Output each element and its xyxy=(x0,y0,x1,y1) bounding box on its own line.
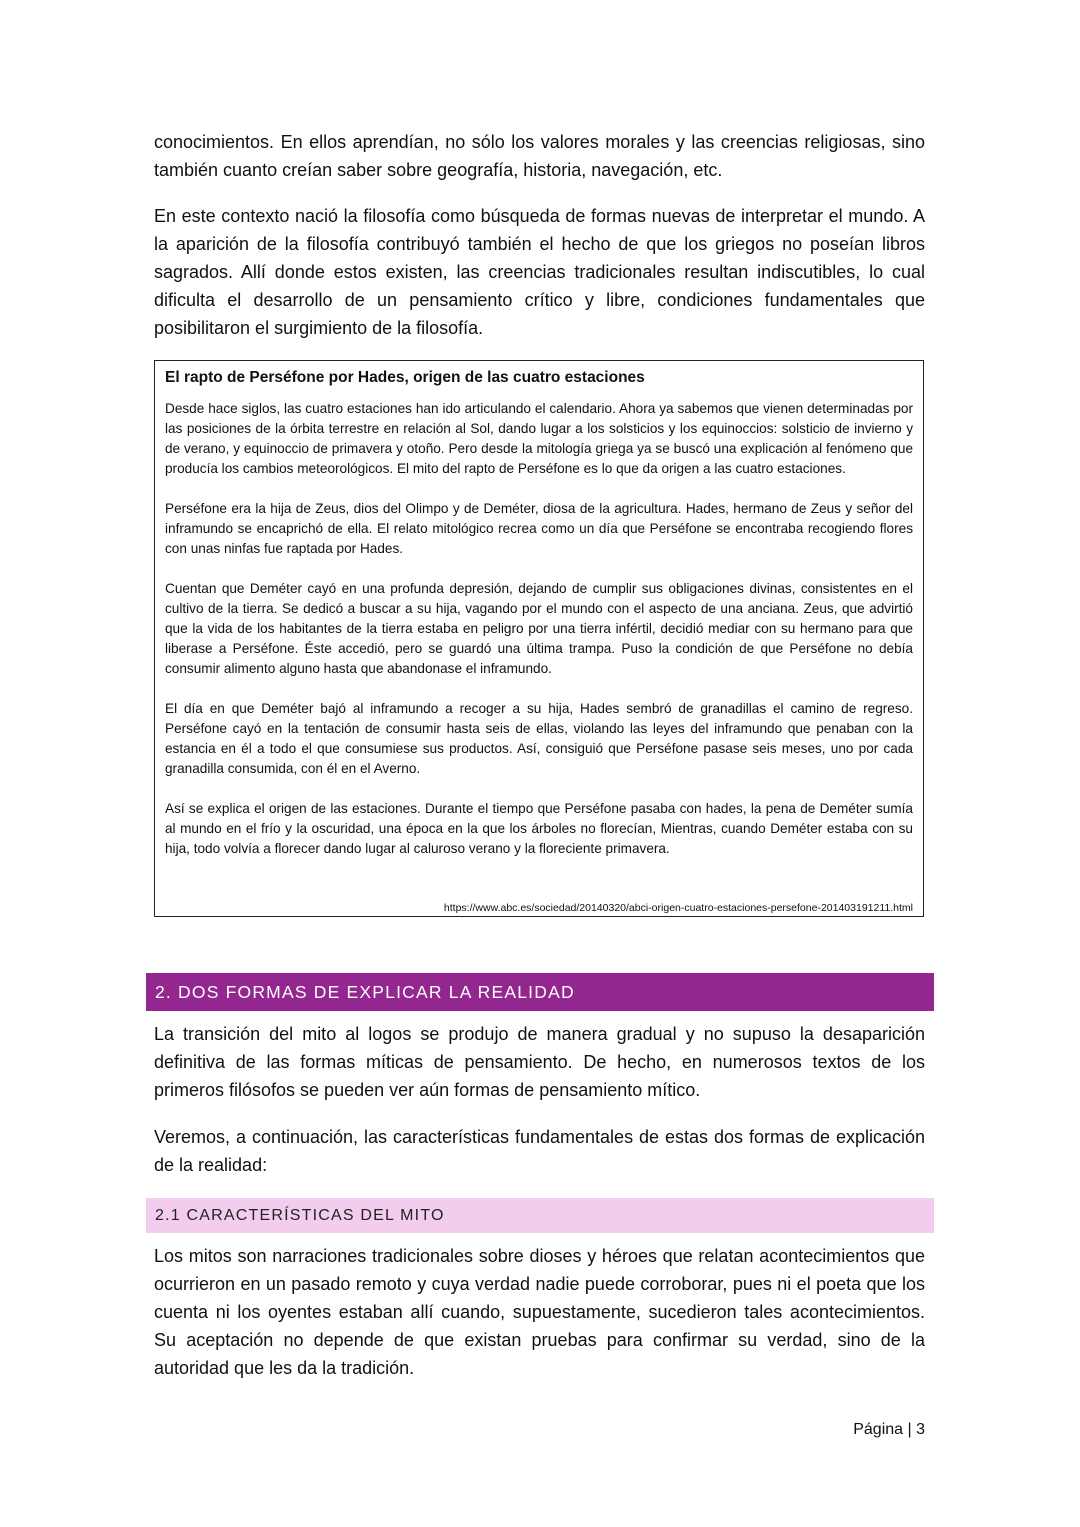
section-2-paragraph-2: Veremos, a continuación, las características fundamentales de estas dos formas de explicación de la realidad: xyxy=(154,1127,925,1175)
textbox-paragraph-4: El día en que Deméter bajó al inframundo a recoger a su hija, Hades sembró de granadillas el camino de regreso. Perséfone cayó en la tentación de consumir hasta seis de ellas, violando las leyes del inframundo que penaban con la estancia en él a todo el que consumiese sus productos. Así, consiguió que Perséfone pasase seis meses, uno por cada granadilla consumida, con él en el Averno. xyxy=(165,701,913,776)
intro-paragraph-2: En este contexto nació la filosofía como búsqueda de formas nuevas de interpretar el mundo. A la aparición de la filosofía contribuyó también el hecho de que los griegos no poseían libros sagrados. Allí donde estos existen, las creencias tradicionales resultan indiscutibles, lo cual dificulta el desarrollo de un pensamiento crítico y libre, condiciones fundamentales que posibilitaron el surgimiento de la filosofía. xyxy=(154,206,925,338)
textbox-source-link[interactable]: https://www.abc.es/sociedad/20140320/abci-origen-cuatro-estaciones-persefone-201403191211.html xyxy=(443,902,913,914)
textbox-paragraph-1: Desde hace siglos, las cuatro estaciones han ido articulando el calendario. Ahora ya sabemos que vienen determinadas por las posiciones de la órbita terrestre en relación al Sol, dando lugar a los solsticios y los equinoccios: solsticio de invierno y de verano, y equinoccio de primavera y otoño. Pero desde la mitología griega ya se buscó una explicación al fenómeno que producía los cambios meteorológicos. El mito del rapto de Perséfone es lo que da origen a las cuatro estaciones. xyxy=(165,401,913,476)
myth-textbox xyxy=(154,360,924,917)
section-2-heading: 2. DOS FORMAS DE EXPLICAR LA REALIDAD xyxy=(146,973,934,1011)
section-2-1-paragraph-1: Los mitos son narraciones tradicionales sobre dioses y héroes que relatan acontecimientos que ocurrieron en un pasado remoto y cuya verdad nadie puede corroborar, pues ni el poeta que los cuenta ni los oyentes estaban allí cuando, supuestamente, sucedieron tales acontecimientos. Su aceptación no depende de que existan pruebas para confirmar su verdad, sino de la autoridad que les da la tradición. xyxy=(154,1246,925,1378)
section-2-1-heading: 2.1 CARACTERÍSTICAS DEL MITO xyxy=(146,1198,934,1233)
page-number: Página | 3 xyxy=(853,1421,925,1438)
section-2-paragraph-1: La transición del mito al logos se produjo de manera gradual y no supuso la desaparición definitiva de las formas míticas de pensamiento. De hecho, en numerosos textos de los primeros filósofos se pueden ver aún formas de pensamiento mítico. xyxy=(154,1024,925,1100)
textbox-paragraph-5: Así se explica el origen de las estaciones. Durante el tiempo que Perséfone pasaba con hades, la pena de Deméter sumía al mundo en el frío y la oscuridad, una época en la que los árboles no florecían, Mientras, cuando Deméter estaba con su hija, todo volvía a florecer dando lugar al caluroso verano y la floreciente primavera. xyxy=(165,801,913,856)
textbox-title: El rapto de Perséfone por Hades, origen de las cuatro estaciones xyxy=(165,369,645,386)
intro-paragraph-1: conocimientos. En ellos aprendían, no sólo los valores morales y las creencias religiosas, sino también cuanto creían saber sobre geografía, historia, navegación, etc. xyxy=(154,132,925,180)
textbox-paragraph-3: Cuentan que Deméter cayó en una profunda depresión, dejando de cumplir sus obligaciones divinas, consistentes en el cultivo de la tierra. Se dedicó a buscar a su hija, vagando por el mundo con el aspecto de una anciana. Zeus, que advirtió que la vida de los habitantes de la tierra estaba en peligro por una tierra infértil, decidió mediar con su hermano para que liberase a Perséfone. Éste accedió, pero se guardó una última trampa. Puso la condición de que Perséfone no debía consumir alimento alguno hasta que abandonase el inframundo. xyxy=(165,581,913,676)
textbox-paragraph-2: Perséfone era la hija de Zeus, dios del Olimpo y de Deméter, diosa de la agricultura. Hades, hermano de Zeus y señor del inframundo se encaprichó de ella. El relato mitológico recrea como un día que Perséfone se encontraba recogiendo flores con unas ninfas fue raptada por Hades. xyxy=(165,501,913,556)
